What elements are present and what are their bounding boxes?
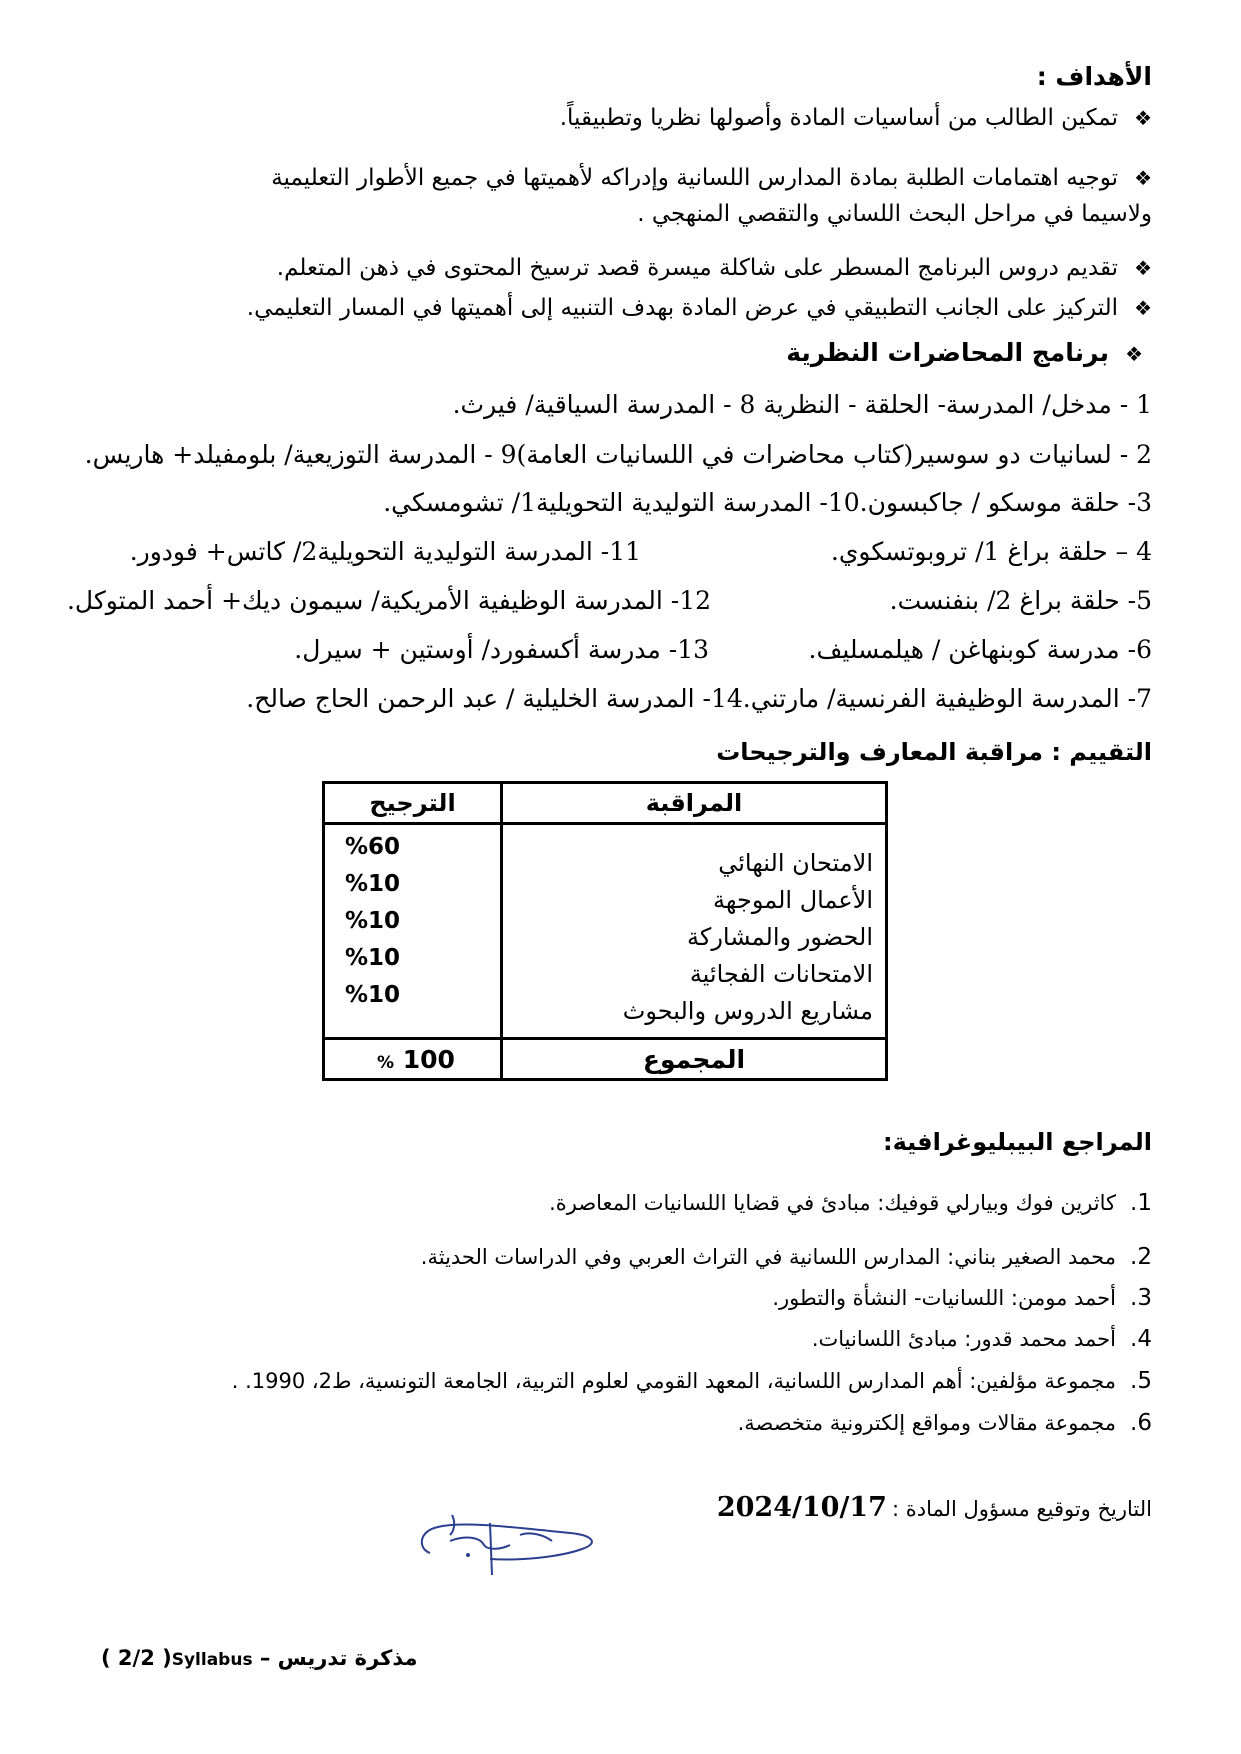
- evaluation-title: التقييم : مراقبة المعارف والترجيحات: [716, 738, 1152, 766]
- table-row-control: الحضور والمشاركة: [687, 923, 873, 951]
- control-list: [502, 824, 887, 1039]
- program-line: 6- مدرسة كوبنهاغن / هيلمسليف.: [808, 635, 1152, 664]
- table-row-weight: %10: [345, 908, 401, 934]
- objective-item: ❖تمكين الطالب من أساسيات المادة وأصولها نظريا وتطبيقياً.: [92, 100, 1152, 136]
- objective-item: ❖توجيه اهتمامات الطلبة بمادة المدارس اللسانية وإدراكه لأهميتها في جميع الأطوار التعليمية: [92, 160, 1152, 196]
- program-line: 3- حلقة موسكو / جاكبسون.10- المدرسة التوليدية التحويلية1/ تشومسكي.: [383, 488, 1152, 517]
- bullet-icon: ❖: [1134, 106, 1152, 130]
- program-line: 12- المدرسة الوظيفية الأمريكية/ سيمون ديك+ أحمد المتوكل.: [66, 586, 711, 615]
- objective-item-continued: ولاسيما في مراحل البحث اللساني والتقصي المنهجي .: [637, 201, 1152, 227]
- table-row-weight: %60: [345, 834, 401, 860]
- bullet-icon: ❖: [1125, 342, 1143, 366]
- table-row-control: الأعمال الموجهة: [713, 886, 873, 914]
- table-row-control: الامتحانات الفجائية: [689, 960, 873, 988]
- footer-page-ref: ( 2/2 ): [101, 1646, 172, 1670]
- handwritten-signature: [410, 1505, 610, 1585]
- bibliography-item: 5.مجموعة مؤلفين: أهم المدارس اللسانية، المعهد القومي لعلوم التربية، الجامعة التونسية، ط2، 1990. .: [231, 1368, 1152, 1394]
- bibliography-item: 2.محمد الصغير بناني: المدارس اللسانية في التراث العربي وفي الدراسات الحديثة.: [420, 1244, 1152, 1270]
- total-label: المجموع: [502, 1039, 887, 1080]
- column-header-weight: الترجيح: [324, 783, 502, 824]
- bibliography-item: 3.أحمد مومن: اللسانيات- النشأة والتطور.: [772, 1285, 1152, 1311]
- bibliography-item: 4.أحمد محمد قدور: مبادئ اللسانيات.: [811, 1326, 1152, 1352]
- bibliography-item: 6.مجموعة مقالات ومواقع إلكترونية متخصصة.: [737, 1410, 1152, 1436]
- column-header-control: المراقبة: [502, 783, 887, 824]
- footer: [101, 1646, 417, 1670]
- objective-item: ❖التركيز على الجانب التطبيقي في عرض المادة بهدف التنبيه إلى أهميتها في المسار التعليمي.: [52, 290, 1152, 326]
- table-row-control: الامتحان النهائي: [718, 849, 873, 877]
- signature-line: [717, 1492, 1152, 1523]
- signature-label: التاريخ وتوقيع مسؤول المادة :: [891, 1497, 1152, 1521]
- table-row-weight: %10: [345, 871, 401, 897]
- table-row-control: مشاريع الدروس والبحوث: [622, 997, 873, 1025]
- signature-date: 2024/10/17: [716, 1492, 887, 1523]
- bullet-icon: ❖: [1134, 166, 1152, 190]
- program-line: 1 - مدخل/ المدرسة- الحلقة - النظرية 8 - المدرسة السياقية/ فيرث.: [452, 390, 1152, 419]
- bullet-icon: ❖: [1134, 296, 1152, 320]
- program-line: 11- المدرسة التوليدية التحويلية2/ كاتس+ فودور.: [129, 537, 641, 566]
- program-title: ❖برنامج المحاضرات النظرية: [786, 338, 1143, 367]
- footer-title: مذكرة تدريس –: [259, 1646, 418, 1670]
- bibliography-title: المراجع البيبليوغرافية:: [882, 1128, 1152, 1156]
- program-line: 4 – حلقة براغ 1/ تروبوتسكوي.: [830, 537, 1152, 566]
- program-line: 2 - لسانيات دو سوسير(كتاب محاضرات في اللسانيات العامة)9 - المدرسة التوزيعية/ بلومفيلد+ هاريس.: [84, 440, 1152, 469]
- program-line: 7- المدرسة الوظيفية الفرنسية/ مارتني.14- المدرسة الخليلية / عبد الرحمن الحاج صالح.: [246, 684, 1152, 713]
- weight-list: [324, 824, 502, 1039]
- total-value: % 100: [324, 1039, 502, 1080]
- program-line: 5- حلقة براغ 2/ بنفنست.: [889, 586, 1152, 615]
- table-row-weight: %10: [345, 982, 401, 1008]
- table-row-weight: %10: [345, 945, 401, 971]
- bullet-icon: ❖: [1134, 256, 1152, 280]
- objective-item: ❖تقديم دروس البرنامج المسطر على شاكلة ميسرة قصد ترسيخ المحتوى في ذهن المتعلم.: [92, 250, 1152, 286]
- footer-doc-type: Syllabus: [171, 1650, 253, 1670]
- program-line: 13- مدرسة أكسفورد/ أوستين + سيرل.: [294, 635, 709, 664]
- evaluation-table: [322, 781, 888, 1081]
- bibliography-item: 1.كاثرين فوك وبيارلي قوفيك: مبادئ في قضايا اللسانيات المعاصرة.: [549, 1190, 1152, 1216]
- objectives-title: الأهداف :: [1036, 62, 1152, 91]
